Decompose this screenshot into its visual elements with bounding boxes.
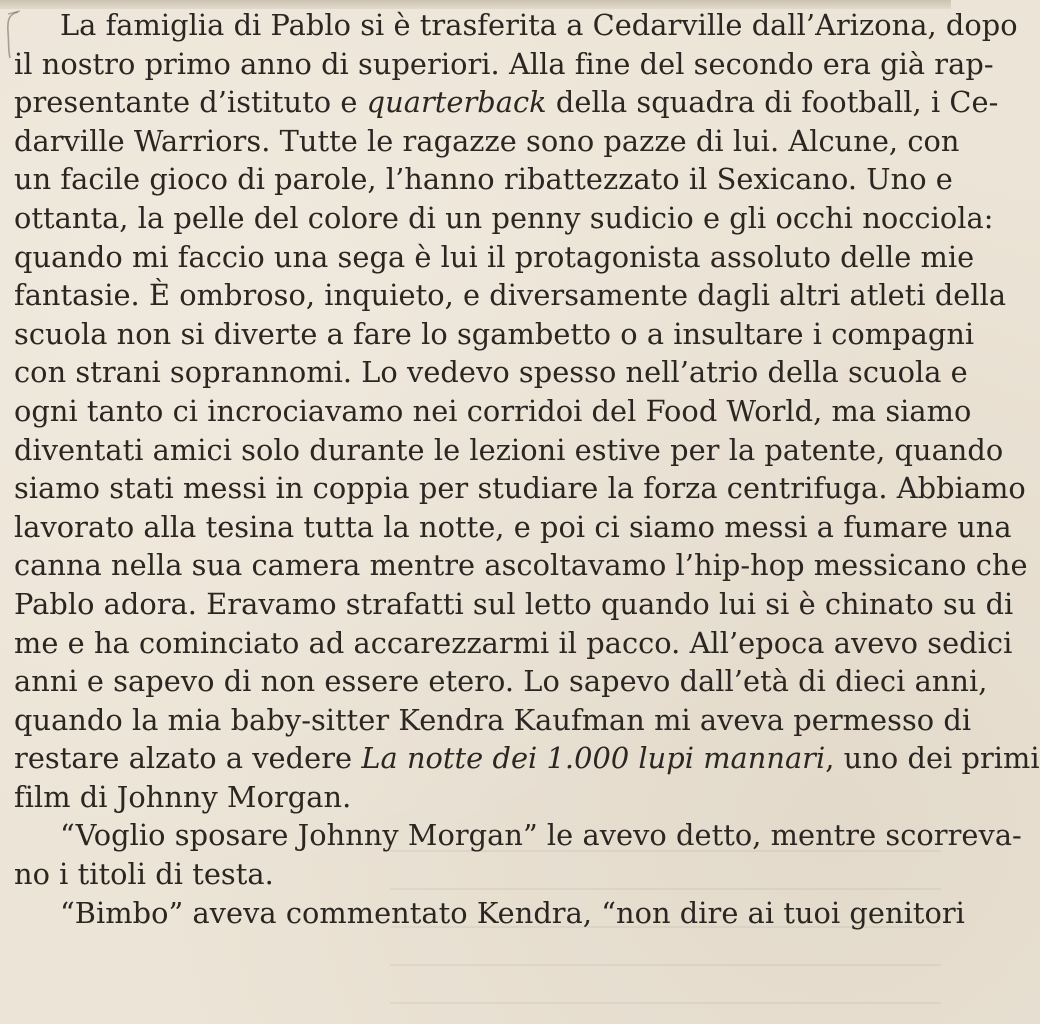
italic-text: La notte dei 1.000 lupi mannari <box>361 741 826 776</box>
text-run: lavorato alla tesina tutta la notte, e poi ci siamo messi a fumare una <box>14 509 1012 544</box>
text-run: anni e sapevo di non essere etero. Lo sapevo dall’età di dieci anni, <box>14 664 988 699</box>
text-run: “Voglio sposare Johnny Morgan” le avevo detto, mentre scorreva- <box>60 818 1022 853</box>
text-line <box>14 739 1040 778</box>
text-run: film di Johnny Morgan. <box>14 779 352 814</box>
text-run: , uno dei primi <box>825 741 1040 776</box>
text-run: il nostro primo anno di superiori. Alla fine del secondo era già rap- <box>14 46 994 81</box>
text-run: scuola non si diverte a fare lo sgambetto o a insultare i compagni <box>14 316 975 351</box>
text-run: quando la mia baby-sitter Kendra Kaufman mi aveva permesso di <box>14 702 972 737</box>
text-line <box>14 585 1014 624</box>
text-line <box>14 199 994 238</box>
text-run: della squadra di football, i Ce- <box>546 85 999 120</box>
text-line <box>14 160 953 199</box>
text-line <box>14 855 929 894</box>
text-run: con strani soprannomi. Lo vedevo spesso nell’atrio della scuola e <box>14 355 968 390</box>
text-line <box>14 546 1028 585</box>
italic-text: quarterback <box>366 85 547 120</box>
text-run: ottanta, la pelle del colore di un penny sudicio e gli occhi nocciola: <box>14 200 994 235</box>
text-line <box>14 778 929 817</box>
text-run: me e ha cominciato ad accarezzarmi il pacco. All’epoca avevo sedici <box>14 625 1013 660</box>
text-line <box>14 238 975 277</box>
text-run: no i titoli di testa. <box>14 857 274 892</box>
text-run: presentante d’istituto e <box>14 85 367 120</box>
text-run: restare alzato a vedere <box>14 741 362 776</box>
text-run: La famiglia di Pablo si è trasferita a Cedarville dall’Arizona, dopo <box>60 8 1018 42</box>
text-run: fantasie. È ombroso, inquieto, e diversamente dagli altri atleti della <box>14 278 1007 313</box>
text-line <box>14 469 1026 508</box>
text-line <box>14 83 999 122</box>
text-line <box>14 701 972 740</box>
text-line <box>14 392 972 431</box>
text-run: canna nella sua camera mentre ascoltavamo l’hip-hop messicano che <box>14 548 1028 583</box>
text-run: quando mi faccio una sega è lui il protagonista assoluto delle mie <box>14 239 975 274</box>
text-run: Pablo adora. Eravamo strafatti sul letto quando lui si è chinato su di <box>14 586 1014 621</box>
text-line <box>14 276 1007 315</box>
text-line <box>14 122 960 161</box>
text-line <box>14 508 1012 547</box>
text-line <box>14 816 1022 855</box>
text-line <box>14 662 988 701</box>
text-run: un facile gioco di parole, l’hanno ribattezzato il Sexicano. Uno e <box>14 162 953 197</box>
text-line <box>14 431 1004 470</box>
text-line <box>14 6 1018 45</box>
text-line <box>14 353 968 392</box>
text-line <box>14 315 975 354</box>
text-line <box>14 45 994 84</box>
text-run: darville Warriors. Tutte le ragazze sono pazze di lui. Alcune, con <box>14 123 960 158</box>
text-line <box>14 894 965 933</box>
text-run: “Bimbo” aveva commentato Kendra, “non dire ai tuoi genitori <box>60 895 965 930</box>
book-page-text <box>14 6 1040 932</box>
text-run: siamo stati messi in coppia per studiare la forza centrifuga. Abbiamo <box>14 471 1026 506</box>
text-run: ogni tanto ci incrociavamo nei corridoi del Food World, ma siamo <box>14 393 972 428</box>
text-run: diventati amici solo durante le lezioni estive per la patente, quando <box>14 432 1004 467</box>
text-line <box>14 624 1013 663</box>
